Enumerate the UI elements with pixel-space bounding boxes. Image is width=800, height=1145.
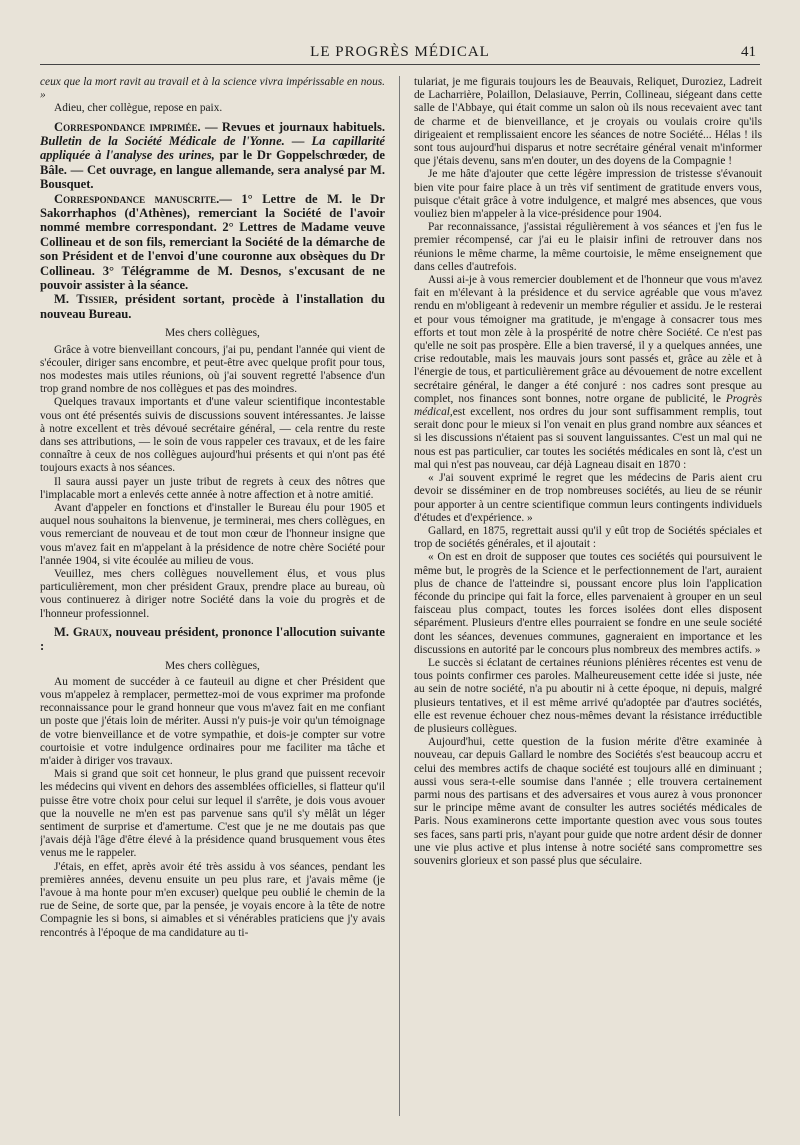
salutation: Mes chers collègues, xyxy=(165,659,260,672)
correspondance-imprimee-paragraph: Correspondance imprimée. — Revues et journaux habituels. Bulletin de la Société Médicale de l'Yonne. — La capillarité appliquée à l'analyse des urines, par le Dr Goppelschrœder, de Bâle. — Cet ouvrage, en langue allemande, sera analysé par M. Bousquet. xyxy=(40,119,385,192)
paragraph: Par reconnaissance, j'assistai régulièrement à vos séances et j'en fus le premier récompensé, car j'ai eu le plaisir infini de retrouver dans nos réunions le même charme, la même courtoisie, le même enseignement que dans celles d'autrefois. xyxy=(414,221,762,273)
quote-paragraph: « J'ai souvent exprimé le regret que les médecins de Paris aient cru devoir se disséminer en de trop nombreuses sociétés, au lieu de se réunir pour apporter à un centre scientifique commun leurs contingents individuels d'études et d'expérience. » xyxy=(414,472,762,524)
paragraph: Aussi ai-je à vous remercier doublement et de l'honneur que vous m'avez fait en m'élevant à la présidence et du service agréable que vous m'avez rendu en m'obligeant à redevenir un membre régulier et assidu. Je le resterai et pour vous témoigner ma gratitude, je m'engage à consacrer tous mes efforts et tout mon zèle à la prospérité de notre chère Société. Ce n'est pas qu'elle ne soit pas prospère. Elle a bien traversé, il y a quelques années, une crise redoutable, mais les mauvais jours sont passés et, grâce au zèle et à l'énergie de tous, et particulièrement grâce au dévouement de notre excellent secrétaire général, le danger a été conjuré : nos cadres sont presque au complet, nos finances sont bonnes, notre organe de publicité, le Progrès médical,est excellent, nos ordres du jour sont suffisamment remplis, tout serait donc pour le mieux si l'on venait en plus grand nombre aux séances et si les discussions n'étaient pas si souvent languissantes. C'est un mal qui ne nous est pas particulier, car toutes les sociétés médicales en sont là, c'est un mal qui n'est pas nouveau, car déjà Lagneau disait en 1870 : xyxy=(414,274,762,471)
paragraph: J'étais, en effet, après avoir été très assidu à vos séances, pendant les premières années, devenu ensuite un peu plus rare, et j'avais même (je l'avoue à ma honte pour m'en excuser) quelque peu oublié le chemin de la rue de Seine, de sorte que, par la pensée, je voyais encore à la tête de notre Compagnie les si bons, si aimables et si vénérables praticiens que j'y avais rencontrés à l'époque de ma candidature au ti- xyxy=(40,860,385,939)
paragraph: Avant d'appeler en fonctions et d'installer le Bureau élu pour 1905 et auquel nous souhaitons la bienvenue, je terminerai, mes chers collègues, en vous remerciant de nouveau et de tout mon cœur de l'honneur insigne que vous m'avez fait en m'appelant à la présidence de notre chère Société pour l'année 1904, si vite écoulée au milieu de vous. xyxy=(40,501,385,567)
correspondance-imprimee-label: Correspondance imprimée. xyxy=(54,119,201,134)
paragraph: Quelques travaux importants et d'une valeur scientifique incontestable vous ont été présentés suivis de discussions souvent intéressantes. Je laisse à notre excellent et très dévoué secrétaire général, — cela rentre du reste dans ses attributions, — le soin de vous rappeler ces travaux, et de les faire connaître à ceux de nos collègues aujourd'hui présents et qui n'ont pas été toujours exacts à nos séances. xyxy=(40,396,385,475)
quote-paragraph: « On est en droit de supposer que toutes ces sociétés qui poursuivent le même but, le progrès de la Science et le perfectionnement de l'art, auraient plus de chance de l'atteindre si, poussant encore plus loin l'application féconde du principe qui fait la force, elles parvenaient à grouper en un seul faisceau plus compact, toutes les forces isolées dont elles disposent séparément. Plusieurs d'entre elles pourraient se fondre en une seule société dont les séances, devenues communes, gagneraient en importance et les discussions en autorité par le concours plus nombreux des membres actifs. » xyxy=(414,551,762,656)
journal-title: LE PROGRÈS MÉDICAL xyxy=(310,44,490,60)
right-column xyxy=(414,76,762,1116)
tissier-paragraph: M. Tissier, président sortant, procède à l'installation du nouveau Bureau. xyxy=(40,292,385,321)
intro-italic-text: ceux que la mort ravit au travail et à la science vivra impérissable en nous. » xyxy=(40,76,385,102)
column-divider xyxy=(399,76,400,1116)
paragraph: Aujourd'hui, cette question de la fusion mérite d'être examinée à nouveau, car depuis Gallard le nombre des Sociétés s'est beaucoup accru et celui des membres actifs de chaque société est toujours allé en diminuant ; aussi vous sera-t-elle soumise dans l'année ; elle trouvera certainement parmi nous des partisans et des adversaires et vous aurez à vous prononcer sur le principe même avant de consulter les autres sociétés médicales de Paris. Nous examinerons cette importante question avec vous sous toutes ses faces, sans parti pris, n'ayant pour guide que notre ardent désir de donner une vie plus active et plus intense à notre société sans compromettre ses souvenirs glorieux et son passé plus que séculaire. xyxy=(414,736,762,867)
graux-paragraph: M. Graux, nouveau président, prononce l'allocution suivante : xyxy=(40,624,385,654)
adieu-paragraph: Adieu, cher collègue, repose en paix. xyxy=(54,102,223,115)
paragraph: Je me hâte d'ajouter que cette légère impression de tristesse s'évanouit bien vite pour faire place à un très vif sentiment de gratitude envers vous, puisque c'était grâce à votre indulgence, et malgré mes absences, que vous vouliez bien m'appeler à la vice-présidence pour 1904. xyxy=(414,168,762,221)
paragraph: Il saura aussi payer un juste tribut de regrets à ceux des nôtres que l'implacable mort a enlevés cette année à notre affection et à notre amitié. xyxy=(40,475,385,501)
salutation: Mes chers collègues, xyxy=(165,327,260,340)
paragraph: Au moment de succéder à ce fauteuil au digne et cher Président que vous m'appelez à remplacer, permettez-moi de vous exprimer ma profonde reconnaissance pour le grand honneur que vous m'avez fait en me confiant un poste que j'étais loin de mériter. Aussi n'y puis-je voir qu'un témoignage de votre bienveillance et de votre sympathie, et dois-je compter sur votre courtoisie et votre indulgence ordinaires pour me faciliter ma tâche et m'aider à diriger vos travaux. xyxy=(40,675,385,767)
paragraph: tulariat, je me figurais toujours les de Beauvais, Reliquet, Duroziez, Ladreit de Lacharrière, Polaillon, Delasiauve, Perrin, Collineau, siégeant dans cette salle de l'Abbaye, qui était comme un salon où ils nous recevaient avec tant de charme et de bienveillance, et je croyais ou voulais croire qu'ils dirigeaient et remplissaient encore les séances de notre Société... Hélas ! ils sont tous aujourd'hui disparus et notre secrétaire général venait m'informer que j'étais devenu, sans m'en douter, un des doyens de la Compagnie ! xyxy=(414,76,762,168)
correspondance-manuscrite-label: Correspondance manuscrite. xyxy=(54,191,220,206)
running-header xyxy=(40,42,760,65)
page-number: 41 xyxy=(741,44,756,60)
correspondance-manuscrite-paragraph: Correspondance manuscrite.— 1° Lettre de M. le Dr Sakorrhaphos (d'Athènes), remerciant la Société de l'avoir nommé membre correspondant. 2° Lettres de Madame veuve Collineau et de son fils, remerciant la Société de la démarche de son Président et de l'envoi d'une couronne aux obsèques du Dr Collineau. 3° Télégramme de M. Desnos, s'excusant de ne pouvoir assister à la séance. xyxy=(40,191,385,293)
left-column xyxy=(40,76,385,1116)
paragraph: Veuillez, mes chers collègues nouvellement élus, et vous plus particulièrement, mon cher président Graux, prendre place au bureau, où vous continuerez à diriger notre Société dans la voie du progrès et de l'honneur professionnel. xyxy=(40,567,385,620)
paragraph: Mais si grand que soit cet honneur, le plus grand que puissent recevoir les médecins qui vivent en dehors des assemblées officielles, si flatteur qu'il puisse être votre choix pour celui sur lequel il s'arrête, je dois vous avouer que la nouvelle ne m'en est pas parvenue sans qu'il s'y mêlât un léger sentiment de surprise et d'amertume. C'est que je ne me doutais pas que j'avais déjà l'âge d'être élevé à la présidence quand brusquement vous êtes venus me le rappeler. xyxy=(40,768,385,860)
paragraph: Le succès si éclatant de certaines réunions plénières récentes est venu de tous points confirmer ces paroles. Malheureusement cette idée si juste, née au sein de notre société, n'a pu aboutir ni à cette époque, ni depuis, malgré plusieurs tentatives, et il est même arrivé qu'adoptée par d'autres sociétés, elle est revenue échouer chez nous-mêmes devant la résistance irréductible de plusieurs collègues. xyxy=(414,656,762,735)
paragraph: Gallard, en 1875, regrettait aussi qu'il y eût trop de Sociétés spéciales et trop de sociétés générales, et il ajoutait : xyxy=(414,524,762,551)
paragraph: Grâce à votre bienveillant concours, j'ai pu, pendant l'année qui vient de s'écouler, diriger sans encombre, et peut-être avec quelque profit pour tous, nos modestes mais utiles réunions, où j'ai souvent regretté l'absence d'un trop grand nombre de nos collègues et pas des moindres. xyxy=(40,343,385,396)
